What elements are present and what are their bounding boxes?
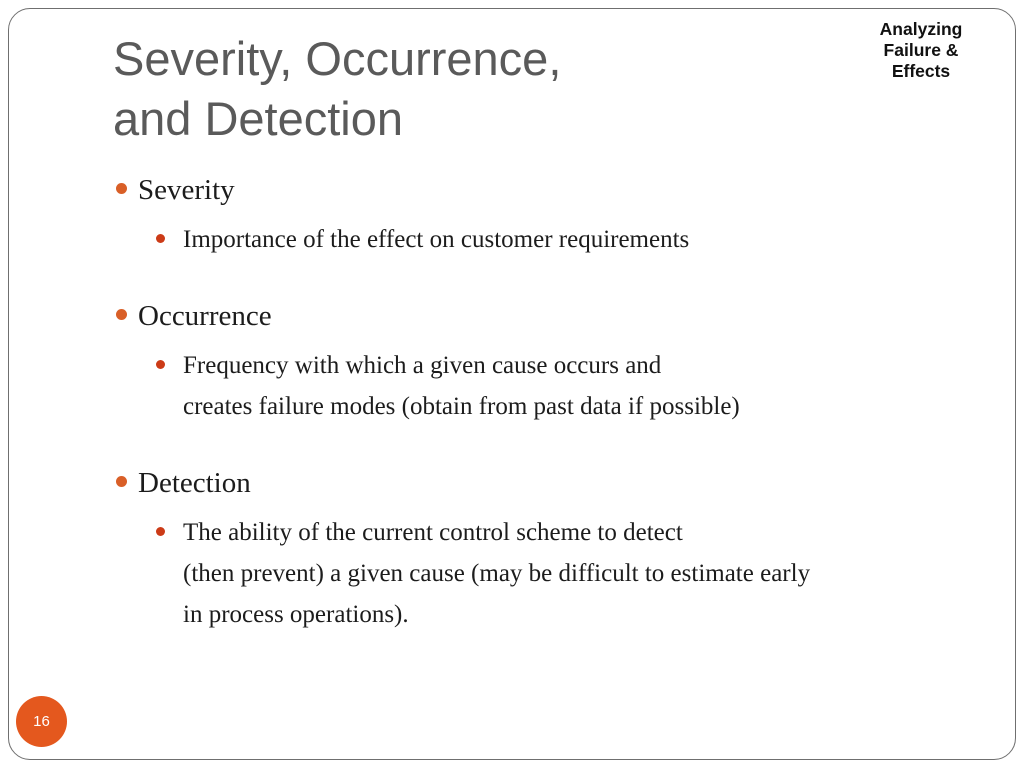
- slide-title-line-1: Severity, Occurrence,: [113, 32, 562, 85]
- sub-bullet-severity: [113, 219, 973, 260]
- red-dot-icon: [156, 234, 165, 243]
- slide-title-line-2: and Detection: [113, 92, 404, 145]
- section-label-line-1: Analyzing: [879, 19, 963, 39]
- sub-bullet-occurrence: [113, 345, 973, 427]
- sub-bullet-line: creates failure modes (obtain from past data if possible): [183, 393, 740, 420]
- sub-bullet-line: Importance of the effect on customer requirements: [183, 226, 690, 253]
- bullet-label: Severity: [138, 174, 235, 206]
- bullet-occurrence: [113, 294, 973, 338]
- red-dot-icon: [156, 360, 165, 369]
- slide-title: [113, 29, 753, 149]
- red-dot-icon: [156, 527, 165, 536]
- orange-dot-icon: [116, 476, 127, 487]
- sub-bullet-detection: [113, 512, 973, 635]
- bullet-label: Detection: [138, 467, 251, 499]
- sub-bullet-line: The ability of the current control scheme to detect: [183, 519, 683, 546]
- section-label-line-2: Failure &: [883, 40, 959, 60]
- sub-bullet-line: Frequency with which a given cause occurs and: [183, 352, 662, 379]
- sub-bullet-line: in process operations).: [183, 601, 409, 628]
- sub-bullet-line: (then prevent) a given cause (may be difficult to estimate early: [183, 560, 811, 587]
- bullet-list: [113, 168, 973, 635]
- bullet-severity: [113, 168, 973, 212]
- orange-dot-icon: [116, 309, 127, 320]
- orange-dot-icon: [116, 183, 127, 194]
- bullet-detection: [113, 461, 973, 505]
- page-number-badge: 16: [16, 696, 67, 747]
- section-label: [860, 19, 982, 82]
- section-label-line-3: Effects: [891, 61, 951, 81]
- bullet-label: Occurrence: [138, 300, 272, 332]
